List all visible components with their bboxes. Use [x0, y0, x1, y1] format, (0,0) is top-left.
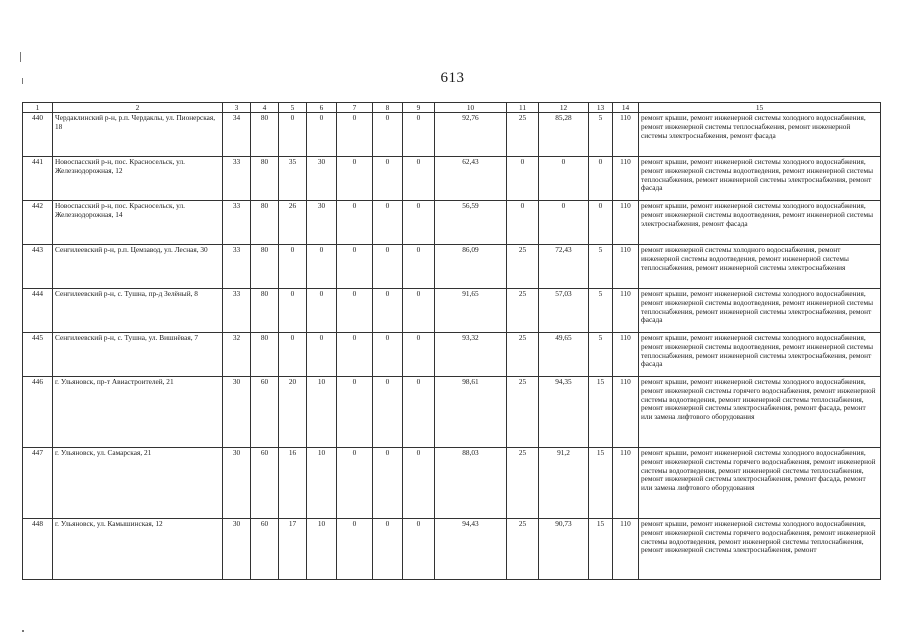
table-row — [23, 113, 881, 157]
works-cell: ремонт крыши, ремонт инженерной системы холодного водоснабжения, ремонт инженерной системы водоотведения, ремонт инженерной системы теплоснабжения, ремонт инженерной системы электроснабжения, ремонт фасада — [639, 333, 881, 377]
works-cell: ремонт крыши, ремонт инженерной системы холодного водоснабжения, ремонт инженерной системы теплоснабжения, ремонт инженерной системы электроснабжения, ремонт фасада — [639, 113, 881, 157]
value-cell: 98,61 — [435, 377, 507, 448]
value-cell: 0 — [337, 201, 373, 245]
value-cell: 30 — [223, 448, 251, 519]
column-header: 5 — [279, 103, 307, 113]
value-cell: 33 — [223, 201, 251, 245]
value-cell: 0 — [373, 377, 403, 448]
value-cell: 0 — [373, 201, 403, 245]
value-cell: 0 — [337, 519, 373, 580]
value-cell: 445 — [23, 333, 53, 377]
value-cell: 0 — [403, 157, 435, 201]
value-cell: 0 — [403, 519, 435, 580]
value-cell: 80 — [251, 333, 279, 377]
value-cell: 110 — [613, 448, 639, 519]
address-cell: Чердаклинский р-н, р.п. Чердаклы, ул. Пионерская, 18 — [53, 113, 223, 157]
scan-artifact-mark — [22, 630, 24, 632]
value-cell: 0 — [403, 333, 435, 377]
value-cell: 0 — [337, 113, 373, 157]
works-cell: ремонт крыши, ремонт инженерной системы холодного водоснабжения, ремонт инженерной системы горячего водоснабжения, ремонт инженерной системы водоотведения, ремонт инженерной системы теплоснабжения, ремонт инженерной системы электроснабжения, ремонт фасада, ремонт или замена лифтового оборудования — [639, 448, 881, 519]
value-cell: 0 — [337, 289, 373, 333]
value-cell: 446 — [23, 377, 53, 448]
value-cell: 32 — [223, 333, 251, 377]
column-header: 1 — [23, 103, 53, 113]
value-cell: 0 — [373, 289, 403, 333]
value-cell: 441 — [23, 157, 53, 201]
column-header: 2 — [53, 103, 223, 113]
value-cell: 0 — [403, 201, 435, 245]
value-cell: 25 — [507, 113, 539, 157]
address-cell: Новоспасский р-н, пос. Красносельск, ул. Железнодорожная, 14 — [53, 201, 223, 245]
value-cell: 0 — [589, 157, 613, 201]
column-header: 12 — [539, 103, 589, 113]
value-cell: 0 — [337, 377, 373, 448]
value-cell: 0 — [307, 289, 337, 333]
value-cell: 30 — [307, 201, 337, 245]
column-header: 4 — [251, 103, 279, 113]
value-cell: 25 — [507, 519, 539, 580]
value-cell: 25 — [507, 448, 539, 519]
value-cell: 10 — [307, 377, 337, 448]
value-cell: 92,76 — [435, 113, 507, 157]
table-row — [23, 245, 881, 289]
value-cell: 91,65 — [435, 289, 507, 333]
value-cell: 0 — [373, 157, 403, 201]
value-cell: 447 — [23, 448, 53, 519]
value-cell: 448 — [23, 519, 53, 580]
value-cell: 5 — [589, 245, 613, 289]
value-cell: 0 — [279, 289, 307, 333]
value-cell: 20 — [279, 377, 307, 448]
value-cell: 17 — [279, 519, 307, 580]
works-cell: ремонт крыши, ремонт инженерной системы холодного водоснабжения, ремонт инженерной системы горячего водоснабжения, ремонт инженерной системы водоотведения, ремонт инженерной системы теплоснабжения, ремонт инженерной системы электроснабжения, ремонт фасада, ремонт или замена лифтового оборудования — [639, 377, 881, 448]
address-cell: г. Ульяновск, пр-т Авиастроителей, 21 — [53, 377, 223, 448]
value-cell: 33 — [223, 289, 251, 333]
value-cell: 80 — [251, 113, 279, 157]
value-cell: 90,73 — [539, 519, 589, 580]
value-cell: 0 — [373, 333, 403, 377]
value-cell: 0 — [373, 519, 403, 580]
value-cell: 110 — [613, 333, 639, 377]
value-cell: 25 — [507, 245, 539, 289]
table-body — [23, 113, 881, 580]
value-cell: 0 — [307, 333, 337, 377]
table-row — [23, 377, 881, 448]
value-cell: 15 — [589, 377, 613, 448]
value-cell: 86,09 — [435, 245, 507, 289]
value-cell: 442 — [23, 201, 53, 245]
column-header: 15 — [639, 103, 881, 113]
column-header: 9 — [403, 103, 435, 113]
value-cell: 80 — [251, 201, 279, 245]
value-cell: 15 — [589, 448, 613, 519]
column-header: 10 — [435, 103, 507, 113]
value-cell: 88,03 — [435, 448, 507, 519]
value-cell: 60 — [251, 377, 279, 448]
table-row — [23, 157, 881, 201]
value-cell: 0 — [507, 157, 539, 201]
value-cell: 443 — [23, 245, 53, 289]
works-cell: ремонт крыши, ремонт инженерной системы холодного водоснабжения, ремонт инженерной системы водоотведения, ремонт инженерной системы теплоснабжения, ремонт инженерной системы электроснабжения, ремонт фасада — [639, 157, 881, 201]
value-cell: 0 — [403, 245, 435, 289]
value-cell: 5 — [589, 289, 613, 333]
value-cell: 0 — [403, 448, 435, 519]
value-cell: 0 — [507, 201, 539, 245]
value-cell: 94,35 — [539, 377, 589, 448]
value-cell: 5 — [589, 333, 613, 377]
value-cell: 110 — [613, 245, 639, 289]
value-cell: 94,43 — [435, 519, 507, 580]
value-cell: 80 — [251, 245, 279, 289]
value-cell: 60 — [251, 519, 279, 580]
value-cell: 110 — [613, 201, 639, 245]
value-cell: 0 — [589, 201, 613, 245]
works-cell: ремонт крыши, ремонт инженерной системы холодного водоснабжения, ремонт инженерной системы горячего водоснабжения, ремонт инженерной системы водоотведения, ремонт инженерной системы теплоснабжения, ремонт инженерной системы электроснабжения, ремонт — [639, 519, 881, 580]
value-cell: 440 — [23, 113, 53, 157]
value-cell: 30 — [223, 519, 251, 580]
address-cell: г. Ульяновск, ул. Самарская, 21 — [53, 448, 223, 519]
column-header: 11 — [507, 103, 539, 113]
value-cell: 57,03 — [539, 289, 589, 333]
column-header: 3 — [223, 103, 251, 113]
value-cell: 0 — [403, 113, 435, 157]
address-cell: Сенгилеевский р-н, р.п. Цемзавод, ул. Лесная, 30 — [53, 245, 223, 289]
table-row — [23, 289, 881, 333]
value-cell: 110 — [613, 113, 639, 157]
value-cell: 110 — [613, 519, 639, 580]
works-cell: ремонт крыши, ремонт инженерной системы холодного водоснабжения, ремонт инженерной системы водоотведения, ремонт инженерной системы теплоснабжения, ремонт инженерной системы электроснабжения, ремонт фасада — [639, 289, 881, 333]
value-cell: 0 — [307, 245, 337, 289]
value-cell: 444 — [23, 289, 53, 333]
works-cell: ремонт крыши, ремонт инженерной системы холодного водоснабжения, ремонт инженерной системы водоотведения, ремонт инженерной системы электроснабжения, ремонт фасада — [639, 201, 881, 245]
value-cell: 10 — [307, 448, 337, 519]
value-cell: 60 — [251, 448, 279, 519]
column-header: 13 — [589, 103, 613, 113]
value-cell: 16 — [279, 448, 307, 519]
column-header: 7 — [337, 103, 373, 113]
table-row — [23, 519, 881, 580]
table-row — [23, 201, 881, 245]
value-cell: 0 — [337, 333, 373, 377]
value-cell: 0 — [307, 113, 337, 157]
column-number-row — [23, 103, 881, 113]
value-cell: 26 — [279, 201, 307, 245]
value-cell: 49,65 — [539, 333, 589, 377]
value-cell: 110 — [613, 289, 639, 333]
value-cell: 5 — [589, 113, 613, 157]
address-cell: Сенгилеевский р-н, с. Тушна, ул. Вишнёвая, 7 — [53, 333, 223, 377]
value-cell: 0 — [337, 245, 373, 289]
value-cell: 91,2 — [539, 448, 589, 519]
scan-artifact-mark — [20, 52, 21, 62]
value-cell: 93,32 — [435, 333, 507, 377]
value-cell: 34 — [223, 113, 251, 157]
value-cell: 33 — [223, 157, 251, 201]
value-cell: 0 — [403, 377, 435, 448]
value-cell: 25 — [507, 289, 539, 333]
works-cell: ремонт инженерной системы холодного водоснабжения, ремонт инженерной системы водоотведения, ремонт инженерной системы теплоснабжения, ремонт инженерной системы электроснабжения — [639, 245, 881, 289]
value-cell: 0 — [279, 333, 307, 377]
value-cell: 15 — [589, 519, 613, 580]
value-cell: 0 — [539, 157, 589, 201]
table-row — [23, 333, 881, 377]
value-cell: 85,28 — [539, 113, 589, 157]
repair-register-table — [22, 102, 881, 580]
page-number: 613 — [440, 70, 465, 86]
value-cell: 25 — [507, 377, 539, 448]
value-cell: 56,59 — [435, 201, 507, 245]
value-cell: 0 — [539, 201, 589, 245]
address-cell: Сенгилеевский р-н, с. Тушна, пр-д Зелёный, 8 — [53, 289, 223, 333]
value-cell: 30 — [307, 157, 337, 201]
value-cell: 30 — [223, 377, 251, 448]
value-cell: 0 — [279, 245, 307, 289]
value-cell: 35 — [279, 157, 307, 201]
value-cell: 0 — [337, 448, 373, 519]
value-cell: 10 — [307, 519, 337, 580]
value-cell: 0 — [337, 157, 373, 201]
value-cell: 0 — [403, 289, 435, 333]
value-cell: 72,43 — [539, 245, 589, 289]
value-cell: 110 — [613, 377, 639, 448]
value-cell: 62,43 — [435, 157, 507, 201]
value-cell: 110 — [613, 157, 639, 201]
value-cell: 25 — [507, 333, 539, 377]
column-header: 8 — [373, 103, 403, 113]
column-header: 14 — [613, 103, 639, 113]
value-cell: 33 — [223, 245, 251, 289]
value-cell: 80 — [251, 289, 279, 333]
column-header: 6 — [307, 103, 337, 113]
value-cell: 0 — [373, 113, 403, 157]
value-cell: 0 — [373, 245, 403, 289]
value-cell: 0 — [279, 113, 307, 157]
address-cell: Новоспасский р-н, пос. Красносельск, ул. Железнодорожная, 12 — [53, 157, 223, 201]
value-cell: 80 — [251, 157, 279, 201]
table-row — [23, 448, 881, 519]
value-cell: 0 — [373, 448, 403, 519]
address-cell: г. Ульяновск, ул. Камышинская, 12 — [53, 519, 223, 580]
